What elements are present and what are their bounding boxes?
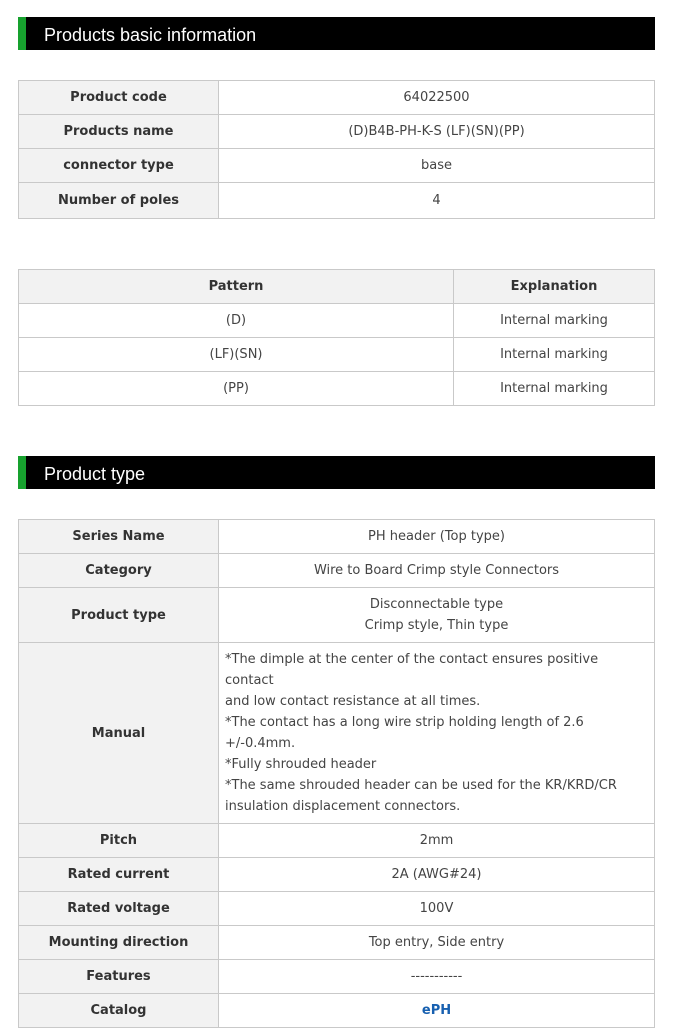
row-label: Series Name bbox=[19, 520, 219, 554]
pattern-cell: (PP) bbox=[19, 372, 454, 406]
row-value: 2mm bbox=[219, 824, 655, 858]
row-label: Rated current bbox=[19, 858, 219, 892]
table-row bbox=[19, 960, 655, 994]
table-row bbox=[19, 520, 655, 554]
section-title: Product type bbox=[44, 464, 146, 484]
row-value bbox=[219, 588, 655, 643]
row-label: Features bbox=[19, 960, 219, 994]
explanation-cell: Internal marking bbox=[454, 372, 655, 406]
row-value: (D)B4B-PH-K-S (LF)(SN)(PP) bbox=[219, 115, 655, 149]
table-row bbox=[19, 824, 655, 858]
table-row bbox=[19, 183, 655, 219]
row-label: connector type bbox=[19, 149, 219, 183]
manual-line: *The dimple at the center of the contact ensures positive contact bbox=[225, 652, 599, 688]
table-row bbox=[19, 994, 655, 1028]
table-row bbox=[19, 926, 655, 960]
pattern-table bbox=[18, 269, 655, 406]
table-row bbox=[19, 304, 655, 338]
row-label: Products name bbox=[19, 115, 219, 149]
section-header-product-type bbox=[18, 456, 655, 489]
table-row bbox=[19, 858, 655, 892]
row-value: 4 bbox=[219, 183, 655, 219]
table-row bbox=[19, 372, 655, 406]
row-value: ----------- bbox=[219, 960, 655, 994]
manual-line: and low contact resistance at all times. bbox=[225, 694, 481, 709]
row-label: Product code bbox=[19, 81, 219, 115]
row-label: Manual bbox=[19, 643, 219, 824]
row-value: Top entry, Side entry bbox=[219, 926, 655, 960]
row-value bbox=[219, 994, 655, 1028]
basic-info-table bbox=[18, 80, 655, 219]
pattern-cell: (LF)(SN) bbox=[19, 338, 454, 372]
row-value: 100V bbox=[219, 892, 655, 926]
catalog-link[interactable]: ePH bbox=[421, 1003, 452, 1018]
manual-line: *Fully shrouded header bbox=[225, 757, 377, 772]
table-row bbox=[19, 149, 655, 183]
product-type-table bbox=[18, 519, 655, 1028]
section-accent bbox=[18, 17, 26, 50]
row-label: Mounting direction bbox=[19, 926, 219, 960]
table-row bbox=[19, 81, 655, 115]
pattern-cell: (D) bbox=[19, 304, 454, 338]
row-label: Number of poles bbox=[19, 183, 219, 219]
column-header-explanation: Explanation bbox=[454, 270, 655, 304]
table-row bbox=[19, 643, 655, 824]
product-type-line: Crimp style, Thin type bbox=[364, 618, 509, 633]
table-row bbox=[19, 892, 655, 926]
table-header-row bbox=[19, 270, 655, 304]
table-row bbox=[19, 115, 655, 149]
manual-line: *The contact has a long wire strip holding length of 2.6 bbox=[225, 715, 584, 730]
table-row bbox=[19, 554, 655, 588]
row-label: Catalog bbox=[19, 994, 219, 1028]
manual-line: *The same shrouded header can be used for the KR/KRD/CR bbox=[225, 778, 617, 793]
explanation-cell: Internal marking bbox=[454, 338, 655, 372]
manual-text bbox=[219, 643, 655, 824]
explanation-cell: Internal marking bbox=[454, 304, 655, 338]
table-row bbox=[19, 588, 655, 643]
section-accent bbox=[18, 456, 26, 489]
row-value: 2A (AWG#24) bbox=[219, 858, 655, 892]
row-value: base bbox=[219, 149, 655, 183]
manual-line: +/-0.4mm. bbox=[225, 736, 296, 751]
row-label: Rated voltage bbox=[19, 892, 219, 926]
table-row bbox=[19, 338, 655, 372]
row-label: Category bbox=[19, 554, 219, 588]
row-label: Pitch bbox=[19, 824, 219, 858]
manual-line: insulation displacement connectors. bbox=[225, 799, 461, 814]
section-header-basic-info bbox=[18, 17, 655, 50]
row-label: Product type bbox=[19, 588, 219, 643]
row-value: Wire to Board Crimp style Connectors bbox=[219, 554, 655, 588]
row-value: 64022500 bbox=[219, 81, 655, 115]
product-type-line: Disconnectable type bbox=[369, 597, 504, 612]
row-value: PH header (Top type) bbox=[219, 520, 655, 554]
column-header-pattern: Pattern bbox=[19, 270, 454, 304]
section-title: Products basic information bbox=[44, 25, 257, 45]
